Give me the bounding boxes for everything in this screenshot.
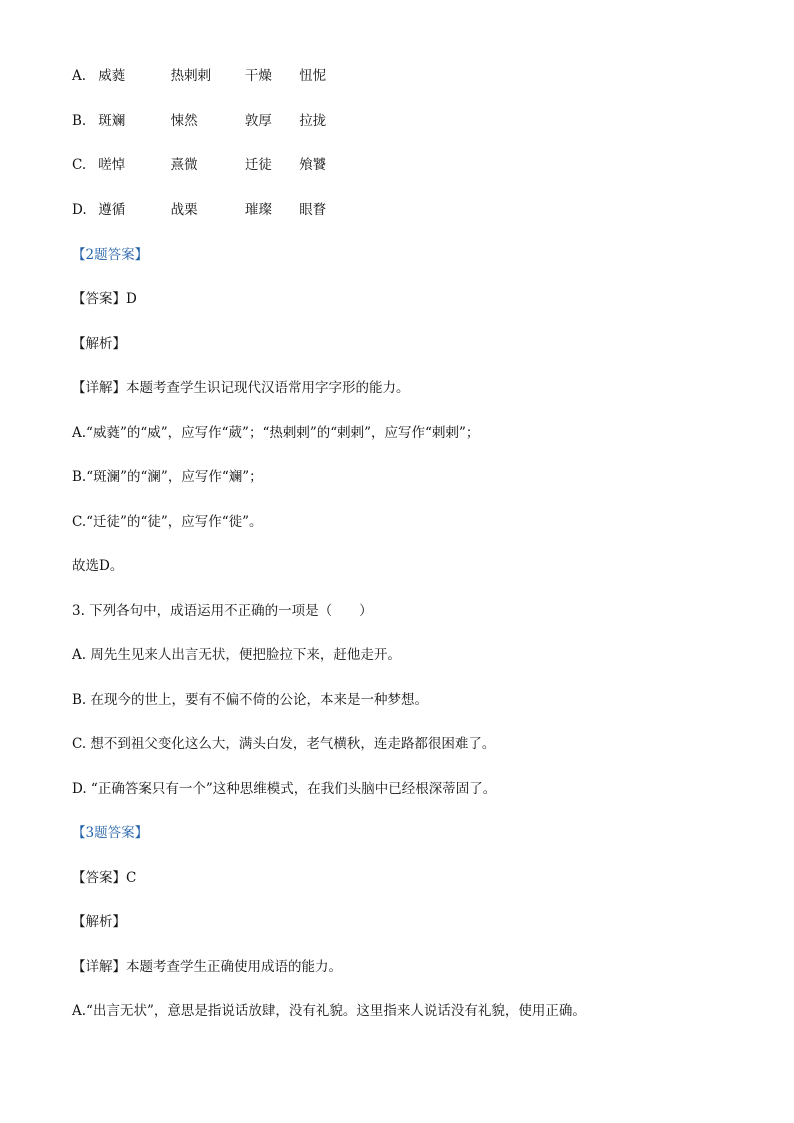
q2-explanation-b: B.“斑澜”的“澜”，应写作“斓”； (72, 469, 263, 485)
q3-detail: 【详解】本题考查学生正确使用成语的能力。 (72, 959, 342, 975)
q2-answer: 【答案】D (72, 291, 137, 307)
q3-answer-header: 【3题答案】 (72, 825, 149, 841)
option-word: 嗟悼 (98, 157, 126, 173)
q3-analysis-label: 【解析】 (72, 914, 126, 930)
option-word: 璀璨 (244, 202, 272, 218)
option-word: 敦厚 (244, 113, 272, 129)
q3-explanation-a: A.“出言无状”，意思是指说话放肆，没有礼貌。这里指来人说话没有礼貌，使用正确。 (72, 1003, 586, 1019)
q2-option-a (72, 66, 326, 86)
option-label: B. (72, 113, 87, 129)
q2-explanation-a: A.“威蕤”的“威”，应写作“葳”；“热剌剌”的“剌剌”，应写作“剌剌”； (72, 425, 480, 441)
option-word: 斑斓 (98, 113, 126, 129)
option-word: 威蕤 (98, 68, 126, 84)
option-word: 遵循 (98, 202, 126, 218)
q3-option-d: D. “正确答案只有一个”这种思维模式，在我们头脑中已经根深蒂固了。 (72, 781, 497, 797)
option-word: 热剌剌 (170, 68, 212, 84)
option-word: 眼瞀 (299, 202, 327, 218)
option-label: C. (72, 157, 87, 173)
q2-option-c (72, 155, 326, 175)
q3-option-a: A. 周先生见来人出言无状，便把脸拉下来，赶他走开。 (72, 647, 401, 663)
option-word: 迁徒 (244, 157, 272, 173)
q2-conclusion: 故选D。 (72, 558, 124, 574)
q2-detail: 【详解】本题考查学生识记现代汉语常用字字形的能力。 (72, 380, 410, 396)
q3-option-c: C. 想不到祖父变化这么大，满头白发，老气横秋，连走路都很困难了。 (72, 736, 496, 752)
q2-answer-header: 【2题答案】 (72, 247, 149, 263)
q3-answer: 【答案】C (72, 870, 137, 886)
option-word: 飧饕 (299, 157, 327, 173)
option-word: 拉拢 (299, 113, 327, 129)
option-label: D. (72, 202, 87, 218)
q2-option-b (72, 111, 326, 131)
option-word: 干燥 (244, 68, 272, 84)
q2-option-d (72, 200, 326, 220)
option-word: 悚然 (170, 113, 198, 129)
q3-question: 3. 下列各句中，成语运用不正确的一项是（ ） (72, 603, 373, 619)
q2-analysis-label: 【解析】 (72, 336, 126, 352)
option-word: 战栗 (170, 202, 198, 218)
option-word: 熹微 (170, 157, 198, 173)
q2-explanation-c: C.“迁徒”的“徒”，应写作“徙”。 (72, 514, 263, 530)
q3-option-b: B. 在现今的世上，要有不偏不倚的公论，本来是一种梦想。 (72, 692, 429, 708)
option-word: 忸怩 (299, 68, 327, 84)
option-label: A. (72, 68, 87, 84)
